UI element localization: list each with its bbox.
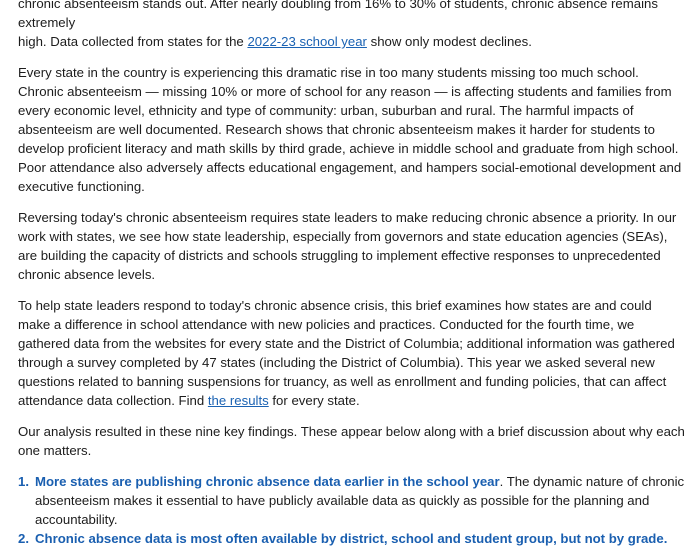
finding-headline: Chronic absence data is most often available by district, school and student group, but not by grade. [35,531,668,546]
finding-body: . The dynamic nature of chronic absenteeism makes it essential to have publicly available data as quickly as possible for the planning and accountability. [35,474,685,527]
paragraph-reversing-absenteeism: Reversing today's chronic absenteeism requires state leaders to make reducing chronic absence a priority. In our work with states, we see how state leadership, especially from governors and state education agencies (SEAs), are building the capacity of districts and schools struggling to implement effective responses to unprecedented chronic absence levels. [18,210,677,282]
intro-line-2-before: high. Data collected from states for the [18,34,248,49]
intro-line-1: chronic absenteeism stands out. After nearly doubling from 16% to 30% of students, chronic absence remains extremely [18,0,658,30]
article-body [18,0,686,548]
intro-line-2-after: show only modest declines. [366,34,532,49]
paragraph-rise-in-absenteeism: Every state in the country is experiencing this dramatic rise in too many students missing too much school. Chronic absenteeism — missing 10% or more of school for any reason — is affecting students and families from every economic level, ethnicity and type of community: urban, suburban and rural. The harmful impacts of absenteeism are well documented. Research shows that chronic absenteeism makes it harder for students to develop proficient literacy and math skills by third grade, achieve in middle school and graduate from high school. Poor attendance also adversely affects educational engagement, and hampers social-emotional development and executive functioning. [18,65,682,194]
finding-item [18,529,686,548]
finding-headline: More states are publishing chronic absence data earlier in the school year [35,474,500,489]
brief-purpose-text: To help state leaders respond to today's chronic absence crisis, this brief examines how states are and could make a difference in school attendance with new policies and practices. Conducted for the fourth time, we gathered data from the websites for every state and the District of Columbia; additional information was gathered through a survey completed by 47 states (including the District of Columbia). This year we asked several new questions related to banning suspensions for truancy, as well as enrollment and funding policies, that can affect attendance data collection. Find [18,298,675,408]
intro-paragraph [18,0,686,51]
results-link[interactable]: the results [207,393,269,408]
brief-purpose-text-end: for every state. [268,393,360,408]
paragraph-brief-purpose [18,296,686,410]
finding-number: 2. [18,531,29,546]
finding-item [18,472,686,529]
finding-number: 1. [18,474,29,489]
paragraph-analysis-intro: Our analysis resulted in these nine key findings. These appear below along with a brief discussion about why each one matters. [18,424,685,458]
school-year-link[interactable]: 2022-23 school year [247,34,367,49]
key-findings-list [18,472,686,548]
